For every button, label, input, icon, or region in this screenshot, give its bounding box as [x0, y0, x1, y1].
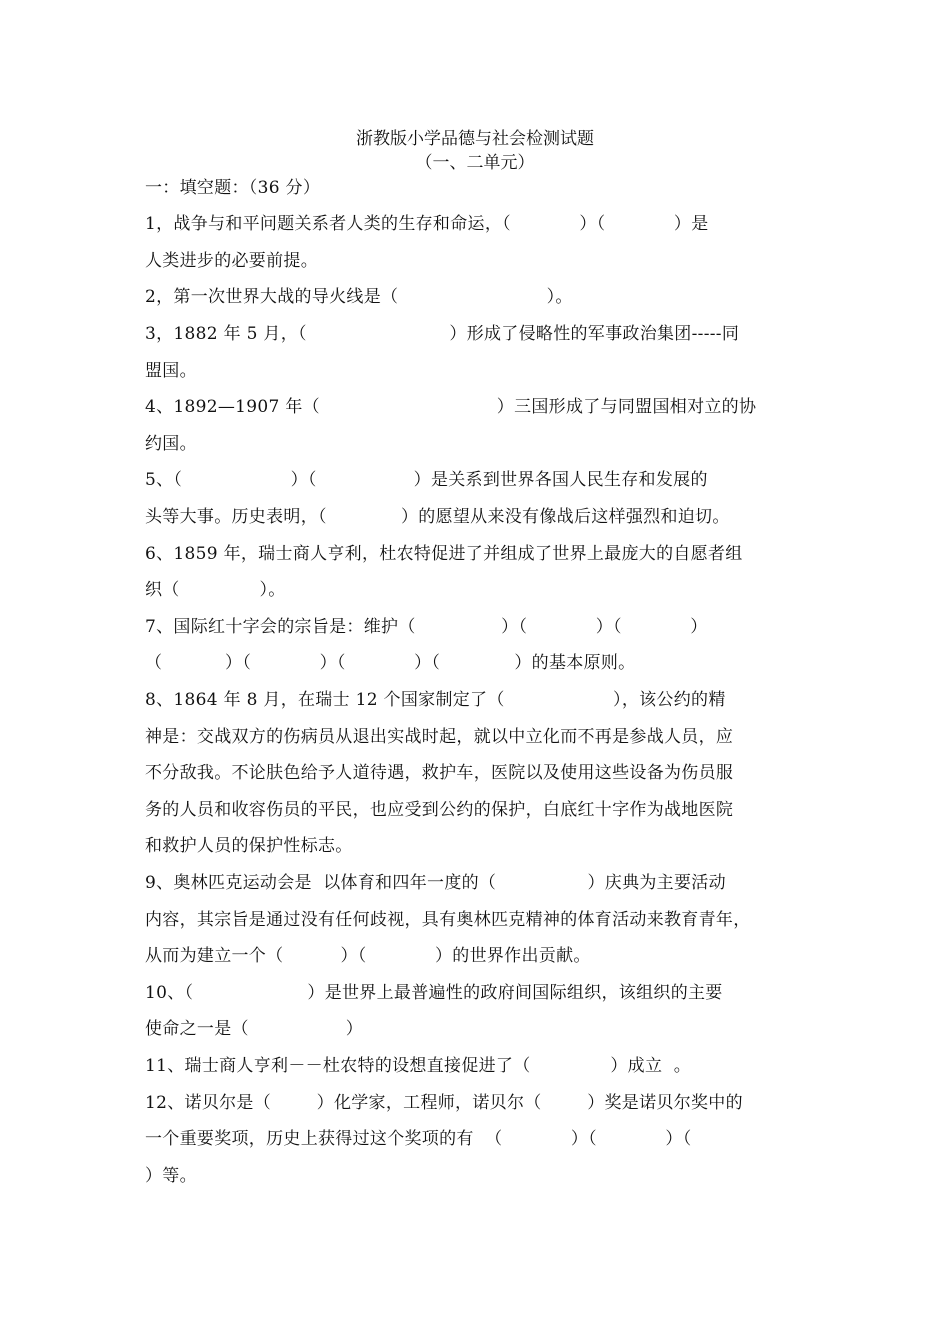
question-line: 4、1892—1907 年（ ）三国形成了与同盟国相对立的协 — [145, 397, 757, 417]
question-line: 7、国际红十字会的宗旨是：维护（ ）（ ）（ ） — [145, 617, 708, 637]
section-heading: 一：填空题：（36 分） — [145, 178, 321, 198]
question-line: 11、瑞士商人亨利－－杜农特的设想直接促进了（ ）成立 。 — [145, 1056, 691, 1076]
question-line: 内容，其宗旨是通过没有任何歧视，具有奥林匹克精神的体育活动来教育青年， — [145, 910, 751, 930]
question-line: 12、诺贝尔是（ ）化学家，工程师，诺贝尔（ ）奖是诺贝尔奖中的 — [145, 1093, 743, 1113]
question-line: 8、1864 年 8 月，在瑞士 12 个国家制定了（ ），该公约的精 — [145, 690, 726, 710]
exam-subtitle: （一、二单元） — [415, 153, 535, 173]
question-line: 神是：交战双方的伤病员从退出实战时起，就以中立化而不再是参战人员，应 — [145, 727, 734, 747]
question-line: 从而为建立一个（ ）（ ）的世界作出贡献。 — [145, 946, 591, 966]
question-line: 一个重要奖项，历史上获得过这个奖项的有 （ ）（ ）（ — [145, 1129, 692, 1149]
question-line: 2，第一次世界大战的导火线是（ ）。 — [145, 287, 573, 307]
question-line: 务的人员和收容伤员的平民，也应受到公约的保护，白底红十字作为战地医院 — [145, 800, 734, 820]
question-line: 不分敌我。不论肤色给予人道待遇，救护车，医院以及使用这些设备为伤员服 — [145, 763, 734, 783]
question-line: 人类进步的必要前提。 — [145, 251, 318, 271]
question-line: 3，1882 年 5 月，（ ）形成了侵略性的军事政治集团-----同 — [145, 324, 740, 344]
question-line: 约国。 — [145, 434, 197, 454]
question-line: 6、1859 年，瑞士商人亨利，杜农特促进了并组成了世界上最庞大的自愿者组 — [145, 544, 743, 564]
question-line: 织（ ）。 — [145, 580, 286, 600]
question-line: 10、（ ）是世界上最普遍性的政府间国际组织，该组织的主要 — [145, 983, 723, 1003]
question-line: 盟国。 — [145, 361, 197, 381]
question-line: （ ）（ ）（ ）（ ）的基本原则。 — [145, 653, 636, 673]
question-line: 使命之一是（ ） — [145, 1019, 364, 1039]
question-line: 1，战争与和平问题关系者人类的生存和命运，（ ）（ ）是 — [145, 214, 709, 234]
question-line: 9、奥林匹克运动会是 以体育和四年一度的（ ）庆典为主要活动 — [145, 873, 726, 893]
question-line: 头等大事。历史表明，（ ）的愿望从来没有像战后这样强烈和迫切。 — [145, 507, 730, 527]
question-line: 和救护人员的保护性标志。 — [145, 836, 353, 856]
exam-title: 浙教版小学品德与社会检测试题 — [356, 129, 594, 149]
question-line: 5、（ ）（ ）是关系到世界各国人民生存和发展的 — [145, 470, 708, 490]
question-line: ）等。 — [145, 1166, 197, 1186]
